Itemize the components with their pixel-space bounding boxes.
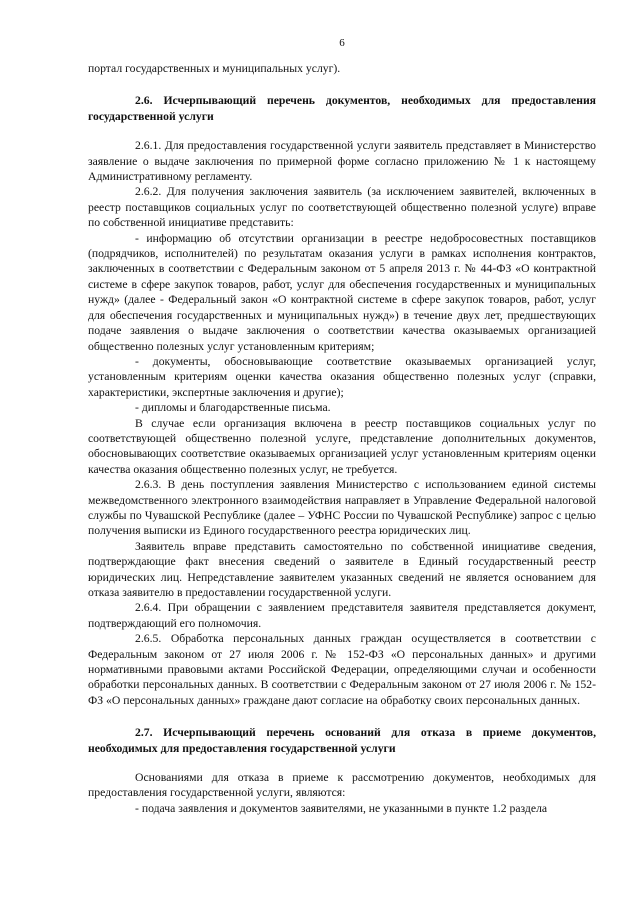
page-number: 6 <box>339 37 345 49</box>
document-page <box>88 0 596 904</box>
body-paragraph: В случае если организация включена в реестр поставщиков социальных услуг по соответствующей общественно полезной услуге, представление дополнительных документов, обосновывающих соответствие оказываемых организацией услуг установленным критериям оценки качества оказания общественно полезных услуг, не требуется. <box>88 416 596 476</box>
document-body <box>88 61 596 816</box>
paragraph-spacer <box>88 76 596 93</box>
body-paragraph: - документы, обосновывающие соответствие оказываемых организацией услуг, установленным критериям оценки качества оказания общественно полезных услуг (справки, характеристики, экспертные заключения и другие); <box>88 354 596 399</box>
paragraph-spacer <box>88 708 596 725</box>
section-heading: 2.6. Исчерпывающий перечень документов, необходимых для предоставления государственной услуги <box>88 94 596 123</box>
body-paragraph: 2.6.2. Для получения заключения заявитель (за исключением заявителей, включенных в реестр поставщиков социальных услуг по соответствующей общественно полезной услуге) вправе по собственной инициативе представить: <box>88 185 596 230</box>
body-paragraph: Заявитель вправе представить самостоятельно по собственной инициативе сведения, подтверждающие факт внесения сведений о заявителе в Единый государственный реестр юридических лиц. Непредставление заявителем указанных сведений не является основанием для отказа заявителю в предоставлении государственной услуги. <box>88 539 596 599</box>
body-paragraph: - дипломы и благодарственные письма. <box>135 401 331 415</box>
body-paragraph: - подача заявления и документов заявителями, не указанными в пункте 1.2 раздела <box>135 801 548 815</box>
body-paragraph: 2.6.5. Обработка персональных данных граждан осуществляется в соответствии с Федеральным законом от 27 июля 2006 г. № 152-ФЗ «О персональных данных» и другими нормативными правовыми актами Российской Федерации, определяющими случаи и особенности обработки персональных данных. В соответствии с Федеральным законом от 27 июля 2006 г. № 152-ФЗ «О персональных данных» граждане дают согласие на обработку своих персональных данных. <box>88 632 596 707</box>
section-heading: 2.7. Исчерпывающий перечень оснований для отказа в приеме документов, необходимых для предоставления государственной услуги <box>88 726 596 755</box>
body-paragraph: 2.6.3. В день поступления заявления Министерство с использованием единой системы межведомственного электронного взаимодействия направляет в Управление Федеральной налоговой службы по Чувашской Республике (далее – УФНС России по Чувашской Республике) запрос с целью получения выписки из Единого государственного реестра юридических лиц. <box>88 478 596 538</box>
body-paragraph: портал государственных и муниципальных услуг). <box>88 62 341 75</box>
paragraph-spacer <box>88 124 596 138</box>
body-paragraph: - информацию об отсутствии организации в реестре недобросовестных поставщиков (подрядчиков, исполнителей) по результатам оказания услуги в рамках исполнения контрактов, заключенных в соответствии с Федеральным законом от 5 апреля 2013 г. № 44-ФЗ «О контрактной системе в сфере закупок товаров, работ, услуг для обеспечения государственных и муниципальных нужд» (далее - Федеральный закон «О контрактной системе в сфере закупок товаров, работ, услуг для обеспечения государственных и муниципальных нужд») в течение двух лет, предшествующих подаче заявления о выдаче заключения о соответствии качества оказываемых организацией общественно полезных услуг установленным критериям; <box>88 231 596 353</box>
body-paragraph: 2.6.1. Для предоставления государственной услуги заявитель представляет в Министерство заявление о выдаче заключения по примерной форме согласно приложению № 1 к настоящему Административному регламенту. <box>88 139 596 184</box>
body-paragraph: Основаниями для отказа в приеме к рассмотрению документов, необходимых для предоставления государственной услуги, являются: <box>88 771 596 800</box>
paragraph-spacer <box>88 756 596 770</box>
body-paragraph: 2.6.4. При обращении с заявлением представителя заявителя представляется документ, подтверждающий его полномочия. <box>88 601 596 630</box>
